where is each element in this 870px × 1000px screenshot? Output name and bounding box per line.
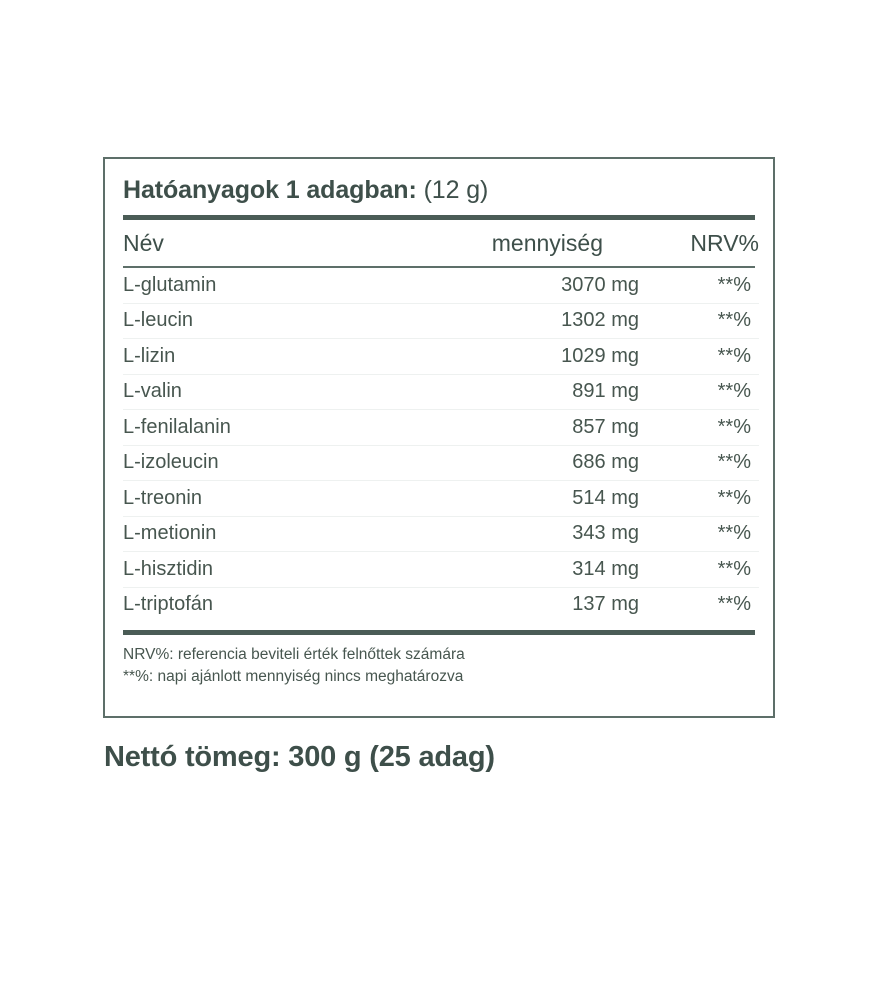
ingredients-table bbox=[123, 220, 759, 266]
ingredient-nrv: **% bbox=[717, 486, 751, 509]
table-row bbox=[123, 517, 759, 552]
ingredient-name: L-metionin bbox=[123, 522, 217, 545]
ingredient-nrv: **% bbox=[717, 380, 751, 403]
column-header-name: Név bbox=[123, 229, 164, 256]
table-row bbox=[123, 588, 759, 623]
ingredient-name: L-izoleucin bbox=[123, 451, 219, 474]
ingredient-nrv: **% bbox=[717, 557, 751, 580]
footnote-asterisk: **%: napi ajánlott mennyiség nincs meghatározva bbox=[123, 668, 464, 685]
panel-inner bbox=[105, 159, 773, 716]
ingredient-name: L-fenilalanin bbox=[123, 415, 231, 438]
ingredient-name: L-valin bbox=[123, 380, 182, 403]
ingredient-name: L-triptofán bbox=[123, 593, 214, 616]
net-weight-text: Nettó tömeg: 300 g (25 adag) bbox=[104, 741, 495, 773]
ingredient-nrv: **% bbox=[717, 273, 751, 296]
ingredient-amount: 857 mg bbox=[572, 415, 639, 438]
ingredient-amount: 686 mg bbox=[572, 451, 639, 474]
table-header-row bbox=[123, 220, 759, 266]
ingredient-name: L-hisztidin bbox=[123, 557, 214, 580]
ingredient-amount: 314 mg bbox=[572, 557, 639, 580]
ingredients-table-body bbox=[123, 268, 759, 622]
ingredient-nrv: **% bbox=[717, 522, 751, 545]
ingredient-amount: 1029 mg bbox=[561, 344, 639, 367]
table-row bbox=[123, 446, 759, 481]
table-row bbox=[123, 268, 759, 303]
ingredient-nrv: **% bbox=[717, 593, 751, 616]
ingredient-nrv: **% bbox=[717, 415, 751, 438]
table-row bbox=[123, 375, 759, 410]
table-row bbox=[123, 304, 759, 339]
table-row bbox=[123, 339, 759, 374]
ingredient-name: L-treonin bbox=[123, 486, 202, 509]
footnote-nrv: NRV%: referencia beviteli érték felnőttek számára bbox=[123, 646, 465, 663]
ingredient-amount: 891 mg bbox=[572, 380, 639, 403]
column-header-nrv: NRV% bbox=[690, 229, 759, 256]
panel-title-serving-size: (12 g) bbox=[423, 176, 489, 204]
footnotes-block bbox=[123, 635, 755, 688]
panel-title-main: Hatóanyagok 1 adagban: bbox=[123, 176, 417, 204]
panel-title bbox=[123, 159, 755, 207]
ingredient-amount: 343 mg bbox=[572, 522, 639, 545]
ingredients-body-table bbox=[123, 268, 759, 622]
table-row bbox=[123, 552, 759, 587]
ingredient-nrv: **% bbox=[717, 451, 751, 474]
ingredient-name: L-glutamin bbox=[123, 273, 217, 296]
ingredient-nrv: **% bbox=[717, 309, 751, 332]
supplement-facts-panel bbox=[103, 157, 775, 718]
ingredient-amount: 514 mg bbox=[572, 486, 639, 509]
ingredient-nrv: **% bbox=[717, 344, 751, 367]
ingredient-name: L-lizin bbox=[123, 344, 176, 367]
column-header-amount: mennyiség bbox=[491, 229, 603, 256]
ingredient-amount: 1302 mg bbox=[561, 309, 639, 332]
ingredient-amount: 137 mg bbox=[572, 593, 639, 616]
ingredient-name: L-leucin bbox=[123, 309, 194, 332]
table-row bbox=[123, 410, 759, 445]
ingredient-amount: 3070 mg bbox=[561, 273, 639, 296]
table-row bbox=[123, 481, 759, 516]
